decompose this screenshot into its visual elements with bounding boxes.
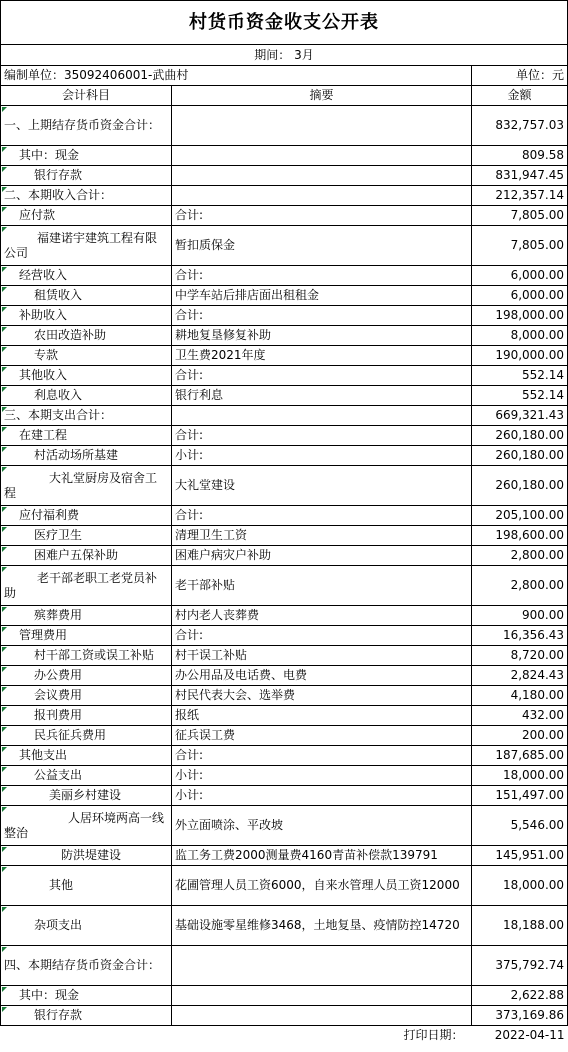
row-summary: 合计:: [172, 266, 472, 286]
row-account: 三、本期支出合计：: [1, 406, 172, 426]
table-row: [1, 406, 568, 426]
row-account: 其他支出: [1, 746, 172, 766]
row-account: 村活动场所基建: [1, 446, 172, 466]
row-account: 四、本期结存货币资金合计：: [1, 946, 172, 986]
table-row: [1, 346, 568, 366]
table-row: [1, 186, 568, 206]
header-amount: 金额: [472, 86, 568, 106]
table-row: [1, 866, 568, 906]
row-account: 专款: [1, 346, 172, 366]
row-summary: 耕地复垦修复补助: [172, 326, 472, 346]
row-amount: 190,000.00: [472, 346, 568, 366]
table-row: [1, 606, 568, 626]
table-row: [1, 766, 568, 786]
table-row: [1, 986, 568, 1006]
row-summary: 村干误工补贴: [172, 646, 472, 666]
table-row: [1, 306, 568, 326]
row-summary: [172, 946, 472, 986]
row-account: 村干部工资或误工补贴: [1, 646, 172, 666]
row-account: 经营收入: [1, 266, 172, 286]
table-row: [1, 906, 568, 946]
header-account: 会计科目: [1, 86, 172, 106]
table-row: [1, 726, 568, 746]
table-row: [1, 446, 568, 466]
row-account: 大礼堂厨房及宿舍工程: [1, 466, 172, 506]
table-row: [1, 546, 568, 566]
row-amount: 151,497.00: [472, 786, 568, 806]
table-row: [1, 646, 568, 666]
row-account: 二、本期收入合计：: [1, 186, 172, 206]
row-amount: 2,824.43: [472, 666, 568, 686]
row-summary: 小计:: [172, 786, 472, 806]
row-summary: 监工务工费2000测量费4160青苗补偿款139791: [172, 846, 472, 866]
table-row: [1, 806, 568, 846]
table-row: [1, 746, 568, 766]
row-amount: 7,805.00: [472, 206, 568, 226]
period-label: 期间： 3月: [1, 45, 568, 66]
table-row: [1, 666, 568, 686]
row-summary: 外立面喷涂、平改坡: [172, 806, 472, 846]
row-amount: 260,180.00: [472, 466, 568, 506]
row-summary: [172, 146, 472, 166]
table-row: [1, 846, 568, 866]
table-row: [1, 106, 568, 146]
row-summary: 小计:: [172, 446, 472, 466]
row-account: 应付款: [1, 206, 172, 226]
row-amount: 669,321.43: [472, 406, 568, 426]
row-amount: 552.14: [472, 386, 568, 406]
row-summary: [172, 166, 472, 186]
row-amount: 6,000.00: [472, 266, 568, 286]
row-summary: 征兵误工费: [172, 726, 472, 746]
print-date-value: 2022-04-11: [494, 1028, 565, 1043]
row-account: 租赁收入: [1, 286, 172, 306]
table-row: [1, 426, 568, 446]
table-row: [1, 526, 568, 546]
row-account: 一、上期结存货币资金合计：: [1, 106, 172, 146]
row-account: 补助收入: [1, 306, 172, 326]
row-amount: 831,947.45: [472, 166, 568, 186]
row-summary: 老干部补贴: [172, 566, 472, 606]
row-summary: 合计:: [172, 206, 472, 226]
row-amount: 145,951.00: [472, 846, 568, 866]
page-title: 村货币资金收支公开表: [1, 1, 568, 45]
row-summary: 清理卫生工资: [172, 526, 472, 546]
row-account: 其中：现金: [1, 986, 172, 1006]
row-summary: 暂扣质保金: [172, 226, 472, 266]
row-amount: 205,100.00: [472, 506, 568, 526]
row-summary: 报纸: [172, 706, 472, 726]
row-account: 银行存款: [1, 1006, 172, 1026]
row-account: 老干部老职工老党员补助: [1, 566, 172, 606]
row-amount: 900.00: [472, 606, 568, 626]
row-amount: 212,357.14: [472, 186, 568, 206]
row-summary: [172, 186, 472, 206]
table-row: [1, 626, 568, 646]
table-row: [1, 146, 568, 166]
row-amount: 18,188.00: [472, 906, 568, 946]
table-row: [1, 166, 568, 186]
row-amount: 2,800.00: [472, 546, 568, 566]
row-amount: 18,000.00: [472, 766, 568, 786]
row-amount: 18,000.00: [472, 866, 568, 906]
row-account: 医疗卫生: [1, 526, 172, 546]
table-row: [1, 366, 568, 386]
row-account: 其他: [1, 866, 172, 906]
row-summary: 合计:: [172, 426, 472, 446]
row-account: 其中：现金: [1, 146, 172, 166]
row-summary: 合计:: [172, 366, 472, 386]
row-account: 美丽乡村建设: [1, 786, 172, 806]
row-account: 民兵征兵费用: [1, 726, 172, 746]
row-summary: 中学车站后排店面出租租金: [172, 286, 472, 306]
row-amount: 187,685.00: [472, 746, 568, 766]
org-unit-label: 编制单位：35092406001-武曲村: [1, 66, 472, 86]
table-row: [1, 266, 568, 286]
row-summary: [172, 1006, 472, 1026]
row-summary: 合计:: [172, 746, 472, 766]
table-row: [1, 506, 568, 526]
table-row: [1, 566, 568, 606]
row-account: 杂项支出: [1, 906, 172, 946]
table-row: [1, 386, 568, 406]
row-amount: 552.14: [472, 366, 568, 386]
row-amount: 8,000.00: [472, 326, 568, 346]
row-summary: 银行利息: [172, 386, 472, 406]
row-summary: 村民代表大会、选举费: [172, 686, 472, 706]
table-row: [1, 206, 568, 226]
row-amount: 373,169.86: [472, 1006, 568, 1026]
row-amount: 832,757.03: [472, 106, 568, 146]
row-amount: 198,600.00: [472, 526, 568, 546]
row-amount: 6,000.00: [472, 286, 568, 306]
row-summary: 村内老人丧葬费: [172, 606, 472, 626]
currency-unit-label: 单位：元: [472, 66, 568, 86]
row-amount: 375,792.74: [472, 946, 568, 986]
row-summary: 办公用品及电话费、电费: [172, 666, 472, 686]
row-account: 殡葬费用: [1, 606, 172, 626]
table-row: [1, 226, 568, 266]
row-summary: 花圃管理人员工资6000，自来水管理人员工资12000: [172, 866, 472, 906]
row-account: 会议费用: [1, 686, 172, 706]
table-row: [1, 786, 568, 806]
table-row: [1, 1006, 568, 1026]
table-row: [1, 326, 568, 346]
row-amount: 16,356.43: [472, 626, 568, 646]
row-account: 人居环境两高一线整治: [1, 806, 172, 846]
row-amount: 8,720.00: [472, 646, 568, 666]
row-account: 应付福利费: [1, 506, 172, 526]
row-account: 报刊费用: [1, 706, 172, 726]
row-amount: 4,180.00: [472, 686, 568, 706]
row-amount: 2,800.00: [472, 566, 568, 606]
row-amount: 260,180.00: [472, 446, 568, 466]
row-account: 利息收入: [1, 386, 172, 406]
row-summary: [172, 406, 472, 426]
row-summary: [172, 106, 472, 146]
row-account: 在建工程: [1, 426, 172, 446]
row-account: 管理费用: [1, 626, 172, 646]
row-summary: [172, 986, 472, 1006]
row-summary: 大礼堂建设: [172, 466, 472, 506]
row-account: 农田改造补助: [1, 326, 172, 346]
table-row: [1, 466, 568, 506]
row-amount: 2,622.88: [472, 986, 568, 1006]
row-account: 防洪堤建设: [1, 846, 172, 866]
print-date-label: 打印日期：: [403, 1028, 464, 1043]
row-amount: 200.00: [472, 726, 568, 746]
table-row: [1, 706, 568, 726]
row-account: 困难户五保补助: [1, 546, 172, 566]
header-summary: 摘要: [172, 86, 472, 106]
row-amount: 432.00: [472, 706, 568, 726]
row-summary: 基础设施零星维修3468，土地复垦、疫情防控14720: [172, 906, 472, 946]
row-account: 其他收入: [1, 366, 172, 386]
row-summary: 合计:: [172, 306, 472, 326]
row-account: 银行存款: [1, 166, 172, 186]
row-amount: 809.58: [472, 146, 568, 166]
table-row: [1, 686, 568, 706]
row-summary: 合计:: [172, 626, 472, 646]
row-amount: 5,546.00: [472, 806, 568, 846]
row-amount: 7,805.00: [472, 226, 568, 266]
row-amount: 260,180.00: [472, 426, 568, 446]
row-summary: 合计:: [172, 506, 472, 526]
row-summary: 卫生费2021年度: [172, 346, 472, 366]
row-summary: 困难户病灾户补助: [172, 546, 472, 566]
row-account: 公益支出: [1, 766, 172, 786]
row-account: 办公费用: [1, 666, 172, 686]
row-summary: 小计:: [172, 766, 472, 786]
table-row: [1, 946, 568, 986]
table-row: [1, 286, 568, 306]
row-account: 福建诺宇建筑工程有限公司: [1, 226, 172, 266]
row-amount: 198,000.00: [472, 306, 568, 326]
